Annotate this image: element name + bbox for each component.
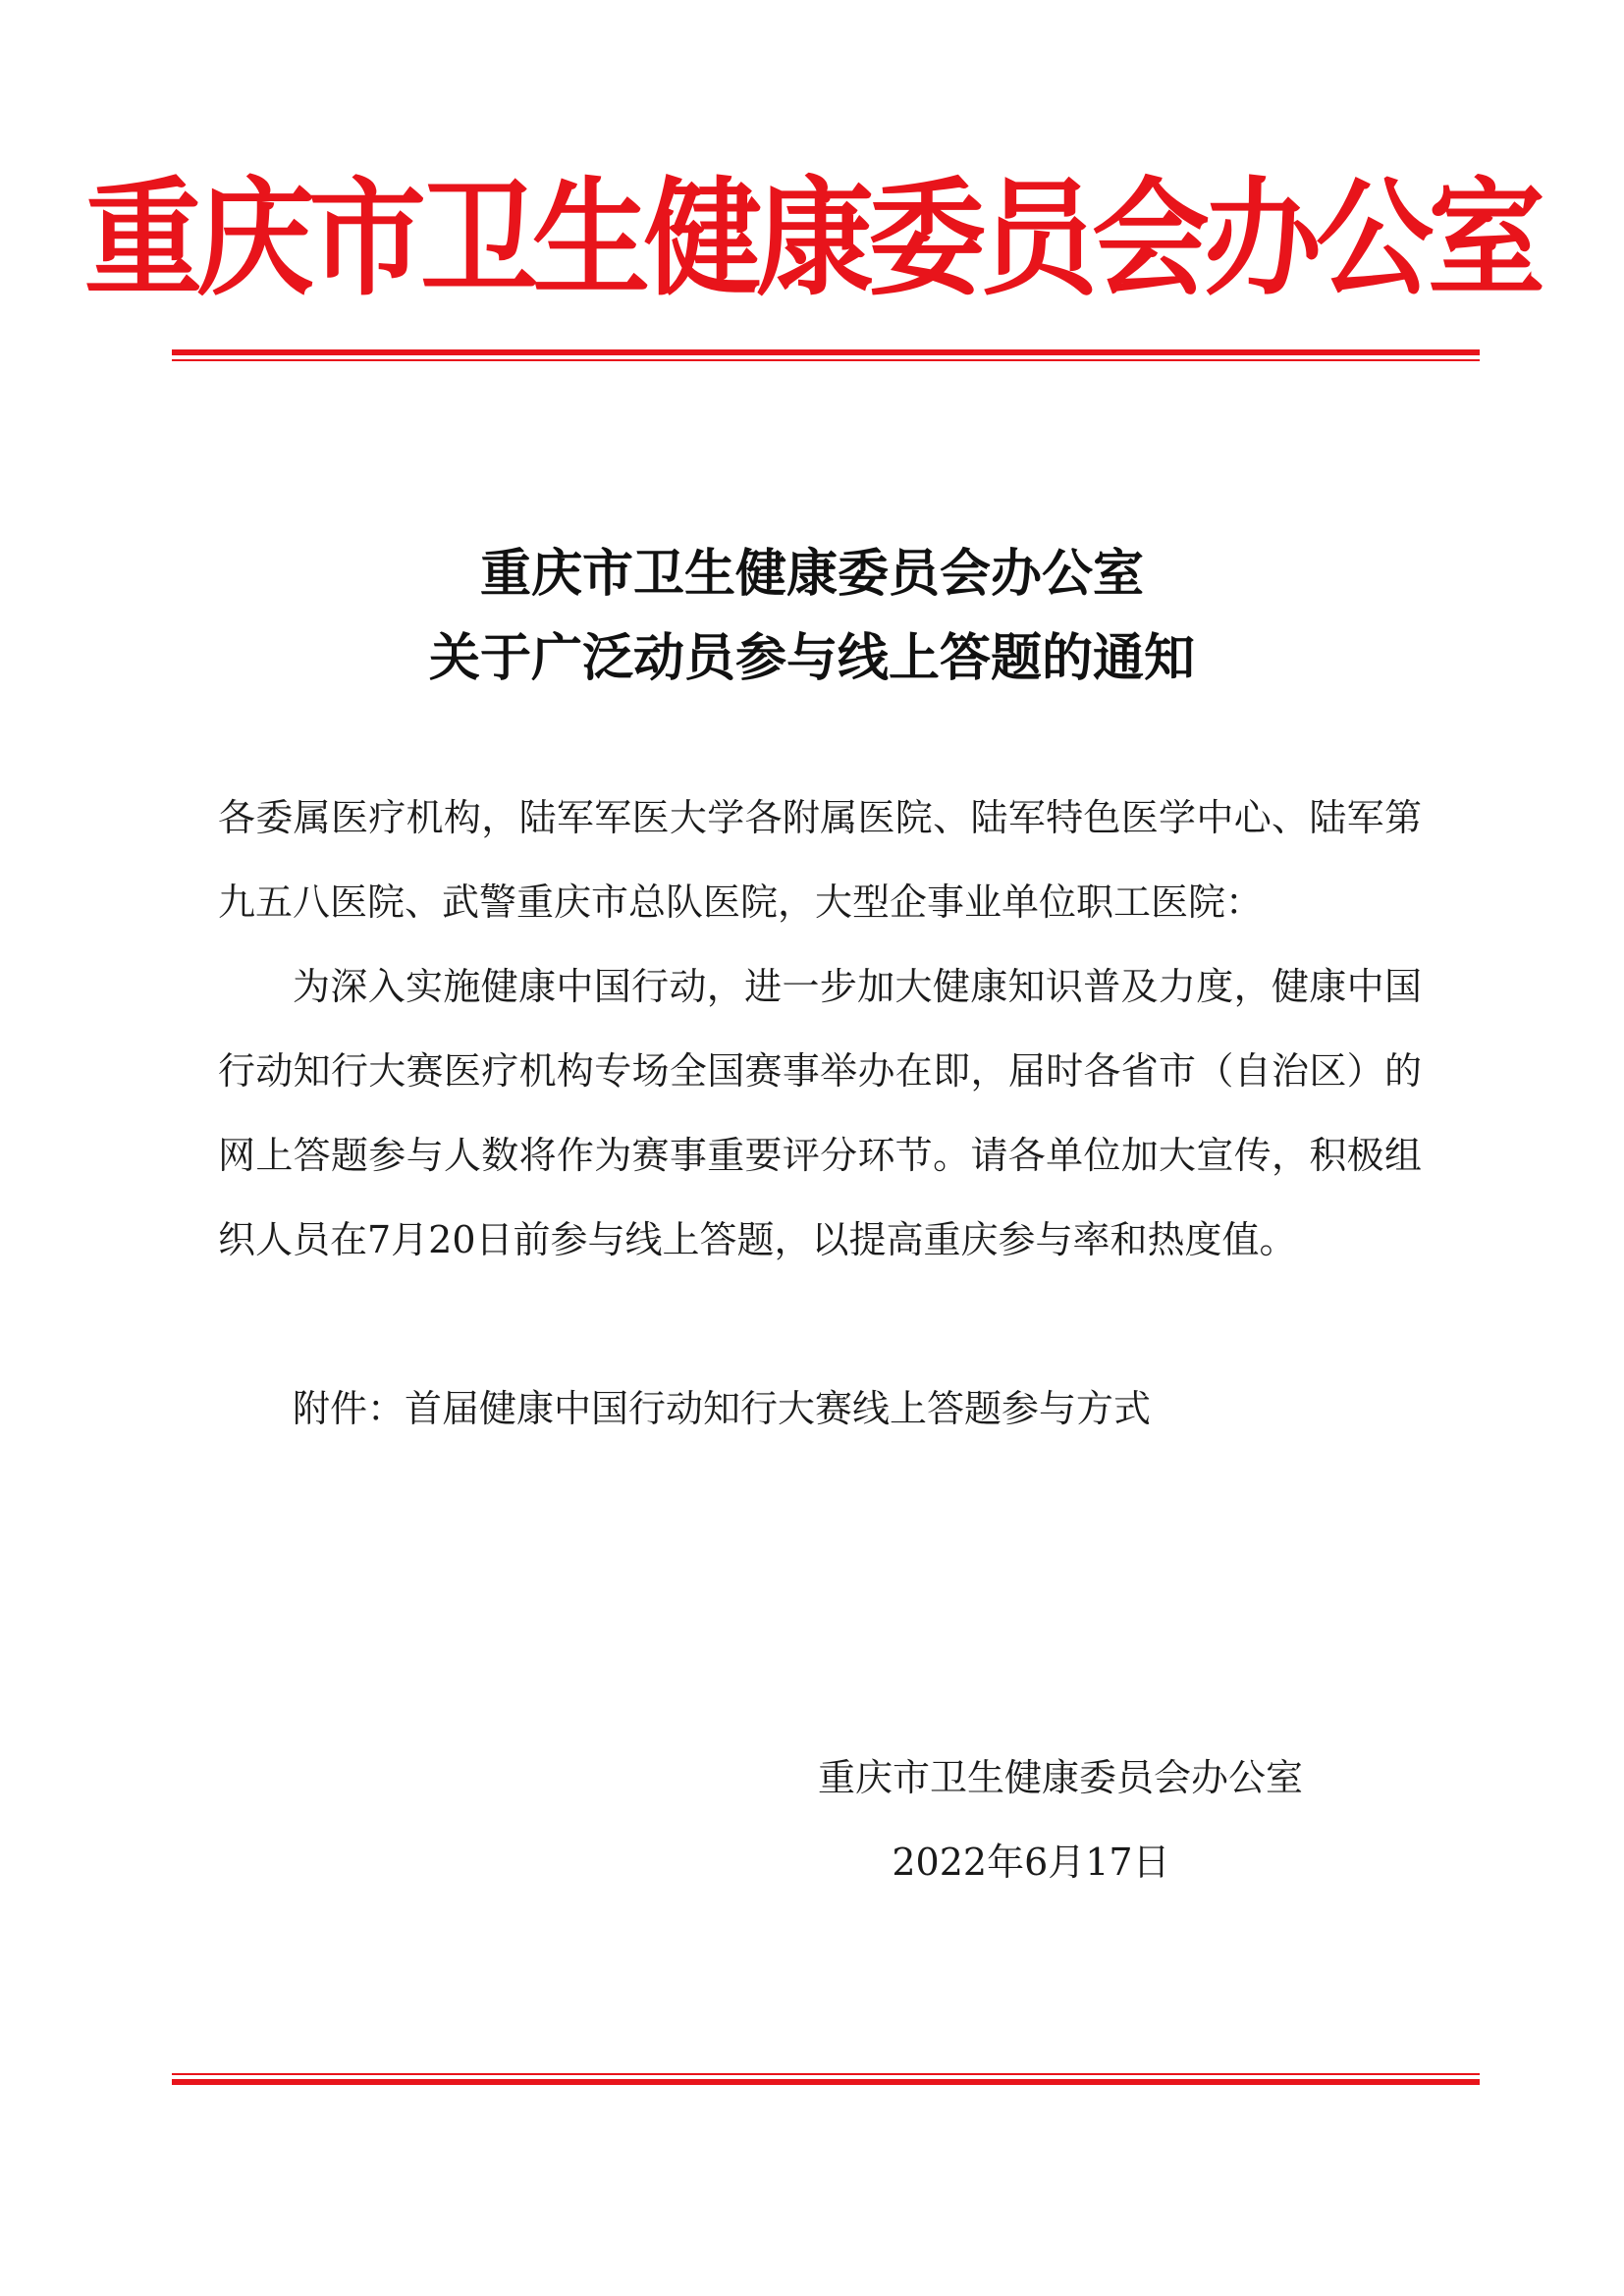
addressee-paragraph: 各委属医疗机构，陆军军医大学各附属医院、陆军特色医学中心、陆军第九五八医院、武警重庆市总队医院，大型企事业单位职工医院：: [218, 796, 1422, 924]
signature-org: 重庆市卫生健康委员会办公室: [817, 1756, 1303, 1799]
document-title-line1: 重庆市卫生健康委员会办公室: [479, 544, 1144, 604]
letterhead-red-rule: [172, 349, 1480, 361]
document-body: [218, 775, 1422, 1451]
letterhead-org-name: 重庆市卫生健康委员会办公室: [84, 166, 1540, 314]
document-title-line2: 关于广泛动员参与线上答题的通知: [428, 628, 1195, 688]
signature-date: 2022年6月17日: [892, 1841, 1170, 1884]
main-paragraph: 为深入实施健康中国行动，进一步加大健康知识普及力度，健康中国行动知行大赛医疗机构专场全国赛事举办在即，届时各省市（自治区）的网上答题参与人数将作为赛事重要评分环节。请各单位加大宣传，积极组织人员在7月20日前参与线上答题，以提高重庆参与率和热度值。: [218, 965, 1422, 1261]
footer-red-rule: [172, 2073, 1480, 2085]
attachment-note: 附件：首届健康中国行动知行大赛线上答题参与方式: [293, 1387, 1152, 1430]
